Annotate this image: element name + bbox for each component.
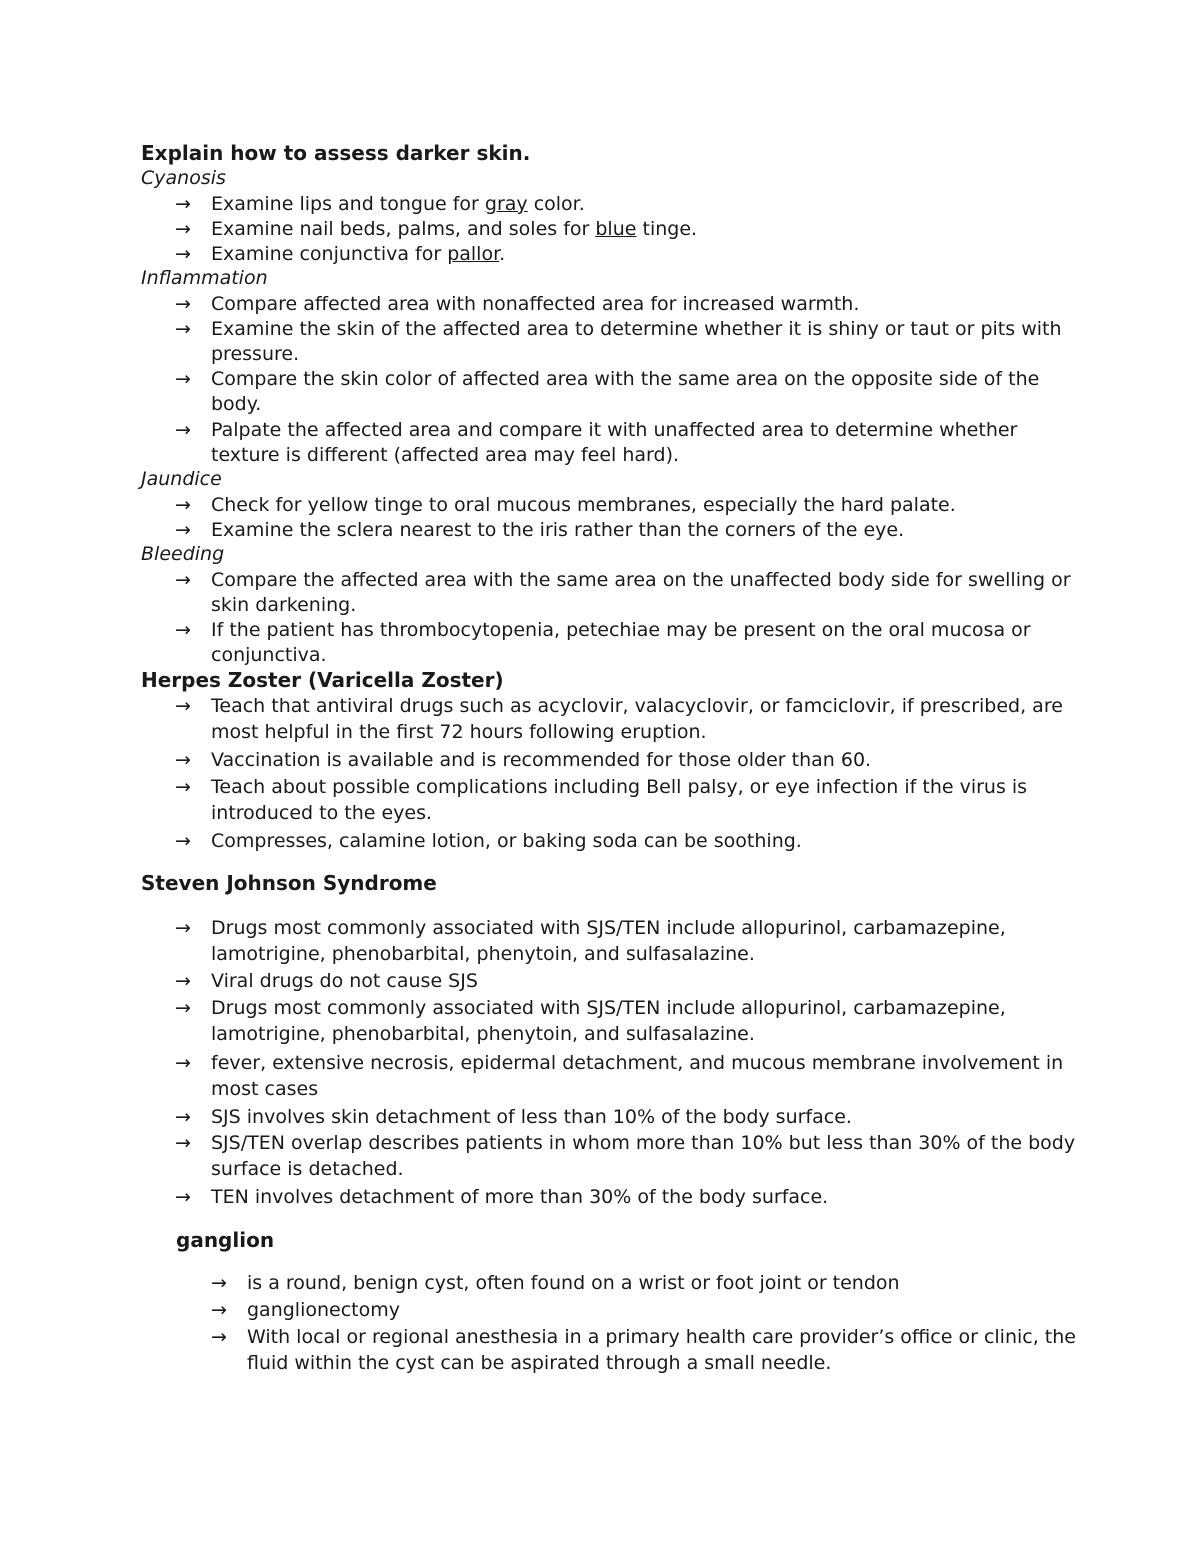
section-title-sjs: Steven Johnson Syndrome bbox=[141, 871, 437, 895]
arrow-icon: → bbox=[175, 218, 191, 240]
subheading-inflammation: Inflammation bbox=[141, 267, 268, 289]
list-item: → Drugs most commonly associated with SJS/TEN include allopurinol, carbamazepine, lamotrigine, phenobarbital, phenytoin, and sulfasalazine. bbox=[175, 917, 1006, 965]
list-item: → Vaccination is available and is recommended for those older than 60. bbox=[175, 749, 872, 771]
arrow-icon: → bbox=[175, 749, 191, 771]
arrow-icon: → bbox=[175, 970, 191, 992]
arrow-icon: → bbox=[175, 368, 191, 390]
list-item: → fever, extensive necrosis, epidermal detachment, and mucous membrane involvement in most cases bbox=[175, 1052, 1064, 1100]
arrow-icon: → bbox=[175, 830, 191, 852]
list-item: → Examine nail beds, palms, and soles for blue tinge. bbox=[175, 218, 698, 240]
arrow-icon: → bbox=[175, 193, 191, 215]
arrow-icon: → bbox=[211, 1272, 227, 1294]
section-title-darker-skin: Explain how to assess darker skin. bbox=[141, 141, 531, 165]
arrow-icon: → bbox=[175, 1106, 191, 1128]
subheading-jaundice: Jaundice bbox=[141, 468, 222, 490]
arrow-icon: → bbox=[175, 419, 191, 441]
arrow-icon: → bbox=[175, 318, 191, 340]
arrow-icon: → bbox=[175, 917, 191, 939]
arrow-icon: → bbox=[175, 293, 191, 315]
arrow-icon: → bbox=[175, 619, 191, 641]
arrow-icon: → bbox=[175, 1186, 191, 1208]
arrow-icon: → bbox=[175, 1132, 191, 1154]
underlined-term: pallor bbox=[447, 243, 500, 265]
list-item: → SJS involves skin detachment of less than 10% of the body surface. bbox=[175, 1106, 852, 1128]
list-item: → Viral drugs do not cause SJS bbox=[175, 970, 478, 992]
list-item: → Examine conjunctiva for pallor. bbox=[175, 243, 506, 265]
arrow-icon: → bbox=[175, 776, 191, 798]
arrow-icon: → bbox=[211, 1299, 227, 1321]
list-item: → Compare the skin color of affected area with the same area on the opposite side of the body. bbox=[175, 368, 1040, 415]
list-item: → With local or regional anesthesia in a primary health care provider’s office or clinic, the fluid within the cyst can be aspirated through a small needle. bbox=[211, 1326, 1076, 1374]
list-item: → Palpate the affected area and compare it with unaffected area to determine whether texture is different (affected area may feel hard). bbox=[175, 419, 1018, 466]
arrow-icon: → bbox=[211, 1326, 227, 1348]
list-item: → Examine lips and tongue for gray color. bbox=[175, 193, 585, 215]
subheading-cyanosis: Cyanosis bbox=[141, 167, 226, 189]
section-title-ganglion: ganglion bbox=[176, 1228, 275, 1252]
list-item: → Drugs most commonly associated with SJS/TEN include allopurinol, carbamazepine, lamotrigine, phenobarbital, phenytoin, and sulfasalazine. bbox=[175, 997, 1006, 1045]
arrow-icon: → bbox=[175, 494, 191, 516]
list-item: → Teach that antiviral drugs such as acyclovir, valacyclovir, or famciclovir, if prescribed, are most helpful in the first 72 hours following eruption. bbox=[175, 695, 1063, 743]
underlined-term: blue bbox=[595, 218, 637, 240]
arrow-icon: → bbox=[175, 519, 191, 541]
list-item: → Teach about possible complications including Bell palsy, or eye infection if the virus is introduced to the eyes. bbox=[175, 776, 1028, 824]
list-item: → Compare affected area with nonaffected area for increased warmth. bbox=[175, 293, 860, 315]
subheading-bleeding: Bleeding bbox=[141, 543, 225, 565]
arrow-icon: → bbox=[175, 695, 191, 717]
underlined-term: gray bbox=[484, 193, 528, 215]
list-item: → ganglionectomy bbox=[211, 1299, 400, 1321]
section-title-herpes-zoster: Herpes Zoster (Varicella Zoster) bbox=[141, 668, 504, 692]
arrow-icon: → bbox=[175, 997, 191, 1019]
list-item: → Compare the affected area with the same area on the unaffected body side for swelling or skin darkening. bbox=[175, 569, 1071, 616]
arrow-icon: → bbox=[175, 569, 191, 591]
list-item: → SJS/TEN overlap describes patients in whom more than 10% but less than 30% of the body surface is detached. bbox=[175, 1132, 1076, 1180]
list-item: → Compresses, calamine lotion, or baking soda can be soothing. bbox=[175, 830, 802, 852]
arrow-icon: → bbox=[175, 243, 191, 265]
list-item: → is a round, benign cyst, often found on a wrist or foot joint or tendon bbox=[211, 1272, 900, 1294]
arrow-icon: → bbox=[175, 1052, 191, 1074]
list-item: → Examine the skin of the affected area to determine whether it is shiny or taut or pits with pressure. bbox=[175, 318, 1062, 365]
list-item: → Check for yellow tinge to oral mucous membranes, especially the hard palate. bbox=[175, 494, 956, 516]
list-item: → If the patient has thrombocytopenia, petechiae may be present on the oral mucosa or conjunctiva. bbox=[175, 619, 1031, 666]
list-item: → TEN involves detachment of more than 30% of the body surface. bbox=[175, 1186, 829, 1208]
list-item: → Examine the sclera nearest to the iris rather than the corners of the eye. bbox=[175, 519, 905, 541]
